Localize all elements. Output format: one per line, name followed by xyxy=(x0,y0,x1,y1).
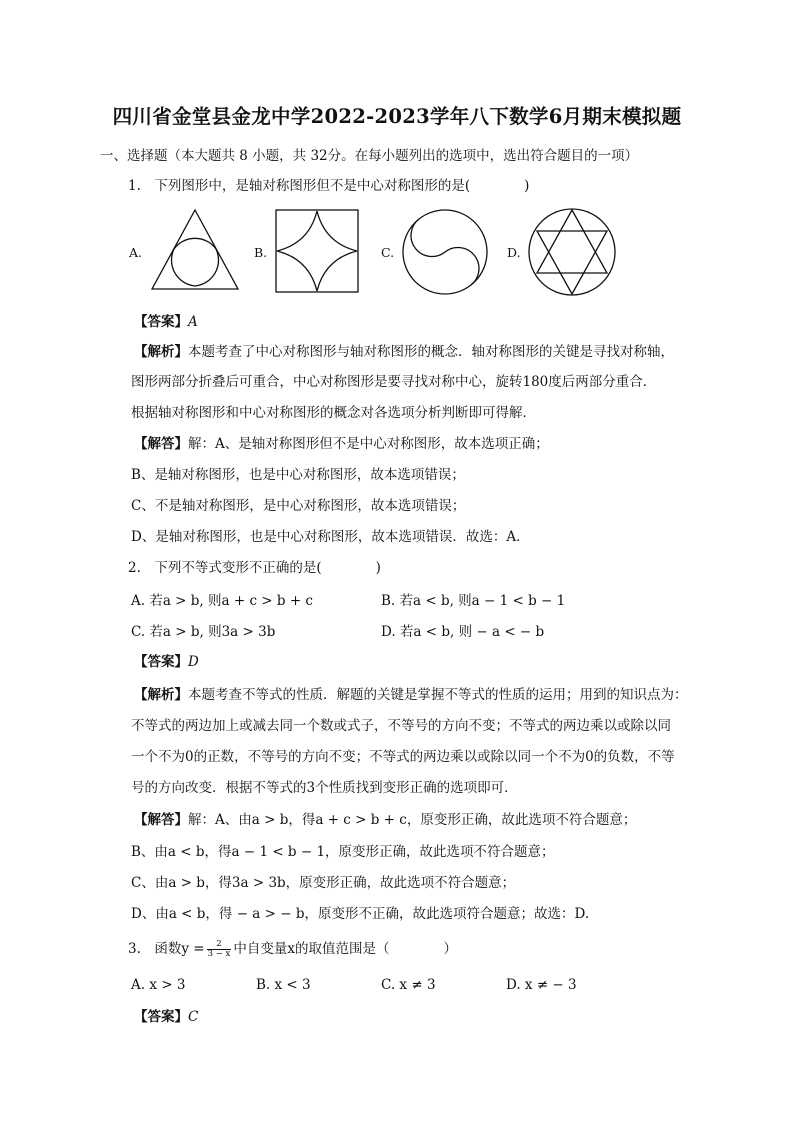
q1-analysis-line xyxy=(134,343,674,361)
page-title: 四川省金堂县金龙中学2022-2023学年八下数学6月期末模拟题 xyxy=(112,105,682,128)
q2-option-a: A. 若a > b, 则a + c > b + c xyxy=(131,593,313,609)
q2-solution-line xyxy=(134,811,636,829)
q1-solution-line xyxy=(134,435,549,453)
q1-answer xyxy=(134,313,198,331)
q3-option-c: C. x ≠ 3 xyxy=(381,977,436,993)
q2-analysis-line: 一个不为0的正数，不等号的方向不变；不等式的两边乘以或除以同一个不为0的负数，不等 xyxy=(131,749,675,765)
q2-option-c: C. 若a > b, 则3a > 3b xyxy=(131,624,276,640)
q2-analysis-line xyxy=(134,686,688,704)
answer-tag: 【答案】 xyxy=(134,314,188,330)
q3-stem-post: 中自变量x的取值范围是（ ） xyxy=(233,941,457,957)
q3-stem-pre: 3. 函数y = xyxy=(128,941,205,957)
answer-value: A xyxy=(188,314,198,330)
solution-text: 解：A、由a > b，得a + c > b + c，原变形正确，故此选项不符合题意； xyxy=(188,812,637,828)
q1-solution-line: B、是轴对称图形，也是中心对称图形，故本选项错误； xyxy=(131,467,465,483)
q3-stem xyxy=(128,940,457,959)
q1-figure-a xyxy=(150,209,240,291)
q1-analysis-line: 根据轴对称图形和中心对称图形的概念对各选项分析判断即可得解． xyxy=(131,405,536,421)
fraction-denominator: 3 − x xyxy=(207,949,231,959)
q2-stem: 2. 下列不等式变形不正确的是( ) xyxy=(128,560,381,576)
answer-value: D xyxy=(188,654,199,670)
q3-option-a: A. x > 3 xyxy=(131,977,186,993)
q2-option-d: D. 若a < b, 则 − a < − b xyxy=(381,624,545,640)
answer-value: C xyxy=(188,1009,199,1025)
q2-analysis-line: 不等式的两边加上或减去同一个数或式子，不等号的方向不变；不等式的两边乘以或除以同 xyxy=(131,718,671,734)
q1-figure-c xyxy=(402,209,488,295)
q1-option-c-label: C. xyxy=(381,245,395,260)
q1-figure-d xyxy=(528,208,616,296)
q2-solution-line: C、由a > b，得3a > 3b，原变形正确，故此选项不符合题意； xyxy=(131,875,516,891)
q3-option-d: D. x ≠ − 3 xyxy=(506,977,577,993)
q1-analysis-line: 图形两部分折叠后可重合，中心对称图形是要寻找对称中心，旋转180度后两部分重合． xyxy=(131,374,657,390)
answer-tag: 【答案】 xyxy=(134,654,188,670)
fraction xyxy=(207,940,232,959)
answer-tag: 【答案】 xyxy=(134,1009,188,1025)
fraction-numerator: 2 xyxy=(207,940,232,950)
q1-figure-b xyxy=(275,209,359,293)
q2-option-b: B. 若a < b, 则a − 1 < b − 1 xyxy=(381,593,566,609)
section-header: 一、选择题（本大题共 8 小题，共 32分。在每小题列出的选项中，选出符合题目的一项） xyxy=(100,148,639,164)
q2-analysis-line: 号的方向改变．根据不等式的3个性质找到变形正确的选项即可． xyxy=(131,780,518,796)
q1-stem: 1. 下列图形中，是轴对称图形但不是中心对称图形的是( ) xyxy=(128,178,530,194)
solution-text: 解：A、是轴对称图形但不是中心对称图形，故本选项正确； xyxy=(188,436,549,452)
q1-solution-line: C、不是轴对称图形，是中心对称图形，故本选项错误； xyxy=(131,498,466,514)
analysis-text: 本题考查了中心对称图形与轴对称图形的概念．轴对称图形的关键是寻找对称轴， xyxy=(188,344,674,360)
analysis-text: 本题考查不等式的性质．解题的关键是掌握不等式的性质的运用；用到的知识点为： xyxy=(188,687,688,703)
q2-solution-line: B、由a < b，得a − 1 < b − 1，原变形正确，故此选项不符合题意； xyxy=(131,844,555,860)
analysis-tag: 【解析】 xyxy=(134,687,188,703)
analysis-tag: 【解析】 xyxy=(134,344,188,360)
q3-answer xyxy=(134,1008,198,1026)
q2-answer xyxy=(134,653,199,671)
q1-option-a-label: A. xyxy=(129,245,143,260)
q1-option-d-label: D. xyxy=(507,245,521,260)
q1-solution-line: D、是轴对称图形，也是中心对称图形，故本选项错误．故选：A． xyxy=(131,529,530,545)
q3-option-b: B. x < 3 xyxy=(256,977,311,993)
q1-option-b-label: B. xyxy=(254,245,268,260)
q2-solution-line: D、由a < b，得 − a > − b，原变形不正确，故此选项符合题意；故选：D. xyxy=(131,906,590,922)
solution-tag: 【解答】 xyxy=(134,436,188,452)
solution-tag: 【解答】 xyxy=(134,812,188,828)
